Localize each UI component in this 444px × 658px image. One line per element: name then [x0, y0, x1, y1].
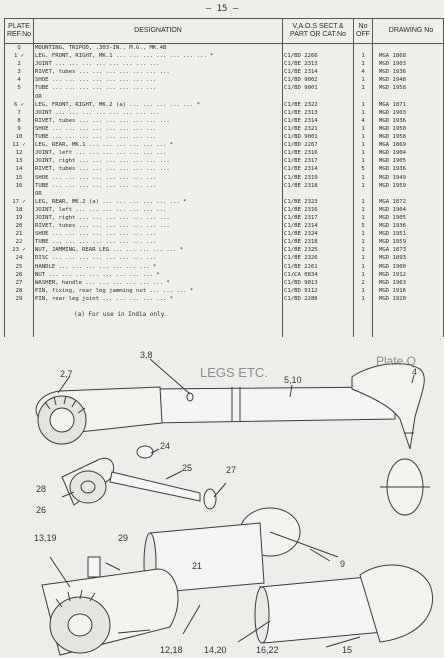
cell-no-off: 1 [354, 287, 373, 295]
cell-no-off: 1 [354, 214, 373, 222]
cell-no-off: 1 [354, 182, 373, 190]
table-row [5, 271, 444, 279]
cell-no-off: 1 [354, 246, 373, 254]
cell-no-off: 1 [354, 271, 373, 279]
cell-no-off: 4 [354, 117, 373, 125]
cell-drawing-no: MGD 1904 [373, 206, 444, 214]
cell-no-off: 1 [354, 238, 373, 246]
cell-designation: NUT, JAMMING, REAR LEG ... ... ... ... ... * [34, 246, 283, 254]
table-row [5, 254, 444, 262]
footnote-spacer [283, 303, 354, 342]
plate-label: Plate Q [376, 354, 417, 368]
cell-designation: LEG, REAR, MK.1 ... ... ... ... ... ... * [34, 141, 283, 149]
cell-designation: TUBE ... ... ... ... ... ... ... ... [34, 238, 283, 246]
cell-plate-ref: 8 [5, 117, 34, 125]
cell-catalogue-no: C1/BE 2313 [283, 109, 354, 117]
cell-no-off: 1 [354, 254, 373, 262]
callout-12-18: 12,18 [160, 645, 183, 655]
table-row [5, 238, 444, 246]
cell-plate-ref: 6 ✓ [5, 101, 34, 109]
table-row [5, 93, 444, 101]
cell-catalogue-no: C1/BD 9001 [283, 84, 354, 92]
footnote-spacer [373, 303, 444, 342]
cell-designation: JOINT ... ... ... ... ... ... ... ... [34, 60, 283, 68]
cell-plate-ref: 20 [5, 222, 34, 230]
cell-drawing-no: MGA 1869 [373, 141, 444, 149]
table-row [5, 222, 444, 230]
footnote-spacer [354, 303, 373, 342]
callout-16-22: 16,22 [256, 645, 279, 655]
cell-no-off: 1 [354, 109, 373, 117]
cell-plate-ref: 22 [5, 238, 34, 246]
cell-drawing-no: MGD 1903 [373, 60, 444, 68]
table-row [5, 190, 444, 198]
footnote-spacer [5, 303, 34, 342]
cell-no-off: 5 [354, 165, 373, 173]
table-row [5, 287, 444, 295]
cell-designation: NUT ... ... ... ... ... ... ... ... * [34, 271, 283, 279]
cell-catalogue-no: C1/BE 2325 [283, 246, 354, 254]
cell-plate-ref: 4 [5, 76, 34, 84]
cell-plate-ref: Q [5, 44, 34, 53]
cell-catalogue-no: C1/BE 2316 [283, 206, 354, 214]
cell-catalogue-no: C1/BD 2286 [283, 295, 354, 303]
cell-catalogue-no: C1/BE 2314 [283, 117, 354, 125]
cell-no-off: 1 [354, 198, 373, 206]
cell-plate-ref: 24 [5, 254, 34, 262]
table-row [5, 84, 444, 92]
cell-designation: RIVET, tubes ... ... ... ... ... ... ... [34, 165, 283, 173]
cell-drawing-no: MGA 1872 [373, 198, 444, 206]
illustration-title: LEGS ETC. [200, 365, 268, 380]
cell-drawing-no: MGD 1893 [373, 254, 444, 262]
table-row [5, 141, 444, 149]
header-catalogue-no: V.A.O.S SECT.& PART OR CAT.No [283, 19, 354, 44]
cell-drawing-no: MGD 1916 [373, 287, 444, 295]
callout-3-8: 3,8 [140, 350, 153, 360]
cell-no-off: 1 [354, 174, 373, 182]
cell-plate-ref: 19 [5, 214, 34, 222]
table-body [5, 44, 444, 342]
cell-plate-ref: 11 ✓ [5, 141, 34, 149]
cell-catalogue-no: C1/BE 2323 [283, 198, 354, 206]
cell-designation: SHOE ... ... ... ... ... ... ... ... [34, 76, 283, 84]
cell-plate-ref: 29 [5, 295, 34, 303]
cell-drawing-no: MGD 1949 [373, 174, 444, 182]
table-row [5, 68, 444, 76]
table-row [5, 165, 444, 173]
pin-drawing [88, 557, 100, 577]
cell-drawing-no: MGD 1912 [373, 271, 444, 279]
cell-designation: RIVET, tubes ... ... ... ... ... ... ... [34, 222, 283, 230]
cell-plate-ref: 15 [5, 174, 34, 182]
cell-no-off: 1 [354, 125, 373, 133]
callout-28: 28 [36, 484, 47, 494]
callout-26: 26 [36, 505, 47, 515]
cell-designation: PIN, fixing, rear leg jamming nut ... ... ... * [34, 287, 283, 295]
cell-catalogue-no: C1/BD 9013 [283, 279, 354, 287]
cell-no-off: 2 [354, 279, 373, 287]
cell-no-off: 1 [354, 52, 373, 60]
cell-designation: SHOE ... ... ... ... ... ... ... ... [34, 230, 283, 238]
table-row [5, 206, 444, 214]
cell-no-off [354, 190, 373, 198]
cell-no-off: 1 [354, 133, 373, 141]
cell-drawing-no: MGD 1959 [373, 238, 444, 246]
cell-catalogue-no: C1/BE 2316 [283, 149, 354, 157]
rear-leg-shoe-drawing [240, 459, 430, 557]
legs-illustration [0, 337, 444, 658]
cell-designation: WASHER, handle ... ... ... ... ... ... * [34, 279, 283, 287]
footnote-row [5, 303, 444, 342]
cell-drawing-no: MGD 1905 [373, 157, 444, 165]
cell-designation: OR [34, 190, 283, 198]
cell-drawing-no: MGD 1959 [373, 182, 444, 190]
cell-plate-ref: 28 [5, 287, 34, 295]
callout-25: 25 [182, 463, 193, 473]
jamming-nut-drawing [62, 458, 114, 505]
table-row [5, 263, 444, 271]
cell-no-off [354, 44, 373, 53]
cell-catalogue-no: C1/BD 9002 [283, 76, 354, 84]
cell-no-off: 1 [354, 157, 373, 165]
callout-4: 4 [412, 367, 418, 377]
front-leg-tube-drawing [144, 387, 395, 423]
cell-catalogue-no: C1/BE 2322 [283, 101, 354, 109]
callout-5-10: 5,10 [284, 375, 302, 385]
cell-no-off: 1 [354, 76, 373, 84]
cell-plate-ref: 27 [5, 279, 34, 287]
table-row [5, 52, 444, 60]
cell-drawing-no [373, 93, 444, 101]
header-no-off: No OFF [354, 19, 373, 44]
cell-no-off: 5 [354, 222, 373, 230]
cell-catalogue-no: C1/BE 2319 [283, 174, 354, 182]
cell-plate-ref: 21 [5, 230, 34, 238]
callout-15: 15 [342, 645, 353, 655]
table-row [5, 295, 444, 303]
cell-designation: PIN, rear leg joint ... ... ... ... ... * [34, 295, 283, 303]
illustration-section [0, 337, 444, 658]
callout-24: 24 [160, 441, 171, 451]
cell-plate-ref: 9 [5, 125, 34, 133]
cell-designation: SHOE ... ... ... ... ... ... ... ... [34, 125, 283, 133]
table-row [5, 60, 444, 68]
cell-catalogue-no: C1/BE 2318 [283, 238, 354, 246]
cell-designation: MOUNTING, TRIPOD, .303-IN., M.G., MK.4B [34, 44, 283, 53]
cell-no-off: 1 [354, 84, 373, 92]
callout-14-20: 14,20 [204, 645, 227, 655]
cell-drawing-no: MGD 1936 [373, 68, 444, 76]
cell-drawing-no: MGD 1936 [373, 117, 444, 125]
table-row [5, 230, 444, 238]
cell-no-off: 1 [354, 141, 373, 149]
cell-designation: TUBE ... ... ... ... ... ... ... ... [34, 133, 283, 141]
table-row [5, 246, 444, 254]
cell-no-off: 1 [354, 230, 373, 238]
cell-catalogue-no: C1/BE 2261 [283, 263, 354, 271]
cell-plate-ref: 13 [5, 157, 34, 165]
table-row [5, 76, 444, 84]
cell-designation: TUBE ... ... ... ... ... ... ... ... [34, 182, 283, 190]
cell-catalogue-no: C1/BE 2317 [283, 214, 354, 222]
table-row [5, 133, 444, 141]
cell-plate-ref [5, 93, 34, 101]
rear-leg-joint-drawing [42, 569, 178, 655]
callout-29: 29 [118, 533, 129, 543]
cell-no-off: 1 [354, 101, 373, 109]
table-header-row [5, 19, 444, 44]
cell-designation: RIVET, tubes ... ... ... ... ... ... ... [34, 117, 283, 125]
cell-plate-ref: 25 [5, 263, 34, 271]
cell-catalogue-no: C1/BD 2267 [283, 141, 354, 149]
cell-catalogue-no: C1/BE 2318 [283, 182, 354, 190]
cell-catalogue-no: C1/BE 2321 [283, 125, 354, 133]
header-drawing-no: DRAWING No [373, 19, 444, 44]
callout-21: 21 [192, 561, 203, 571]
table-row [5, 174, 444, 182]
cell-catalogue-no: C1/BE 2314 [283, 68, 354, 76]
callout-13-19: 13,19 [34, 533, 57, 543]
table-row [5, 214, 444, 222]
handle-drawing [110, 472, 200, 501]
cell-plate-ref: 14 [5, 165, 34, 173]
cell-drawing-no: MGA 1868 [373, 52, 444, 60]
cell-no-off: 4 [354, 68, 373, 76]
cell-designation: LEG, FRONT, RIGHT, MK.1 ... ... ... ... ... ... ... * [34, 52, 283, 60]
cell-plate-ref: 2 [5, 60, 34, 68]
cell-catalogue-no [283, 190, 354, 198]
cell-drawing-no: MGD 1936 [373, 165, 444, 173]
callout-27: 27 [226, 465, 237, 475]
cell-designation: JOINT, right ... ... ... ... ... ... ... [34, 157, 283, 165]
page-number: — 15 — [205, 4, 239, 14]
cell-drawing-no: MGD 1951 [373, 230, 444, 238]
cell-no-off: 1 [354, 295, 373, 303]
cell-designation: LEG, REAR, MK.2 (a) ... ... ... ... ... ... * [34, 198, 283, 206]
parts-table [4, 18, 444, 342]
table-row [5, 101, 444, 109]
cell-catalogue-no: C1/BE 2314 [283, 165, 354, 173]
cell-catalogue-no: C1/BE 2313 [283, 60, 354, 68]
table-row [5, 182, 444, 190]
cell-no-off: 1 [354, 206, 373, 214]
cell-designation: JOINT ... ... ... ... ... ... ... ... [34, 109, 283, 117]
cell-drawing-no: MGD 1900 [373, 263, 444, 271]
front-leg-joint-drawing [36, 387, 162, 444]
cell-designation: OR [34, 93, 283, 101]
footnote-text: (a) For use in India only. [34, 303, 283, 342]
cell-catalogue-no: C1/BD 2266 [283, 52, 354, 60]
cell-plate-ref: 12 [5, 149, 34, 157]
cell-plate-ref [5, 190, 34, 198]
cell-drawing-no [373, 44, 444, 53]
cell-no-off [354, 93, 373, 101]
cell-plate-ref: 17 ✓ [5, 198, 34, 206]
cell-drawing-no: MGD 1920 [373, 295, 444, 303]
callout-2-7: 2,7 [60, 369, 73, 379]
cell-designation: JOINT, left ... ... ... ... ... ... ... [34, 206, 283, 214]
cell-drawing-no [373, 190, 444, 198]
cell-no-off: 1 [354, 263, 373, 271]
cell-plate-ref: 7 [5, 109, 34, 117]
cell-plate-ref: 26 [5, 271, 34, 279]
cell-designation: LEG, FRONT, RIGHT, MK.2 (a) ... ... ... ... ... * [34, 101, 283, 109]
cell-catalogue-no: C1/CA 0834 [283, 271, 354, 279]
cell-no-off: 1 [354, 149, 373, 157]
cell-catalogue-no: C1/BE 2314 [283, 222, 354, 230]
cell-catalogue-no: C1/BE 2326 [283, 254, 354, 262]
cell-plate-ref: 1 ✓ [5, 52, 34, 60]
table-row [5, 117, 444, 125]
header-designation: DESIGNATION [34, 19, 283, 44]
cell-drawing-no: MGD 1904 [373, 149, 444, 157]
cell-designation: JOINT, right ... ... ... ... ... ... ... [34, 214, 283, 222]
table-row [5, 149, 444, 157]
cell-drawing-no: MGD 1958 [373, 133, 444, 141]
cell-catalogue-no: C1/BD 9112 [283, 287, 354, 295]
cell-drawing-no: MGD 1936 [373, 222, 444, 230]
cell-plate-ref: 18 [5, 206, 34, 214]
cell-designation: TUBE ... ... ... ... ... ... ... ... [34, 84, 283, 92]
cell-plate-ref: 16 [5, 182, 34, 190]
cell-drawing-no: MGA 1871 [373, 101, 444, 109]
cell-drawing-no: MGD 1903 [373, 109, 444, 117]
cell-catalogue-no [283, 44, 354, 53]
table-row [5, 109, 444, 117]
cell-drawing-no: MGD 1948 [373, 76, 444, 84]
cell-catalogue-no: C1/BE 2317 [283, 157, 354, 165]
cell-designation: HANDLE ... ... ... ... ... ... ... * [34, 263, 283, 271]
callout-9: 9 [340, 559, 346, 569]
cell-plate-ref: 10 [5, 133, 34, 141]
cell-plate-ref: 3 [5, 68, 34, 76]
cell-drawing-no: MGD 1963 [373, 279, 444, 287]
cell-designation: DISC ... ... ... ... ... ... ... ... [34, 254, 283, 262]
cell-catalogue-no [283, 93, 354, 101]
cell-no-off: 1 [354, 60, 373, 68]
cell-drawing-no: MGD 1905 [373, 214, 444, 222]
cell-plate-ref: 23 ✓ [5, 246, 34, 254]
cell-designation: RIVET, tubes ... ... ... ... ... ... ... [34, 68, 283, 76]
cell-designation: JOINT, left ... ... ... ... ... ... ... [34, 149, 283, 157]
cell-drawing-no: MGD 1950 [373, 125, 444, 133]
cell-catalogue-no: C1/BD 9001 [283, 133, 354, 141]
table-row [5, 279, 444, 287]
cell-plate-ref: 5 [5, 84, 34, 92]
cell-drawing-no: MGA 1873 [373, 246, 444, 254]
disc-drawing [137, 446, 153, 458]
table-row [5, 157, 444, 165]
cell-catalogue-no: C1/BE 2324 [283, 230, 354, 238]
table-row [5, 198, 444, 206]
cell-designation: SHOE ... ... ... ... ... ... ... ... [34, 174, 283, 182]
table-row [5, 125, 444, 133]
cell-drawing-no: MGD 1958 [373, 84, 444, 92]
header-plate-ref: PLATE REF.No [5, 19, 34, 44]
table-row [5, 44, 444, 53]
